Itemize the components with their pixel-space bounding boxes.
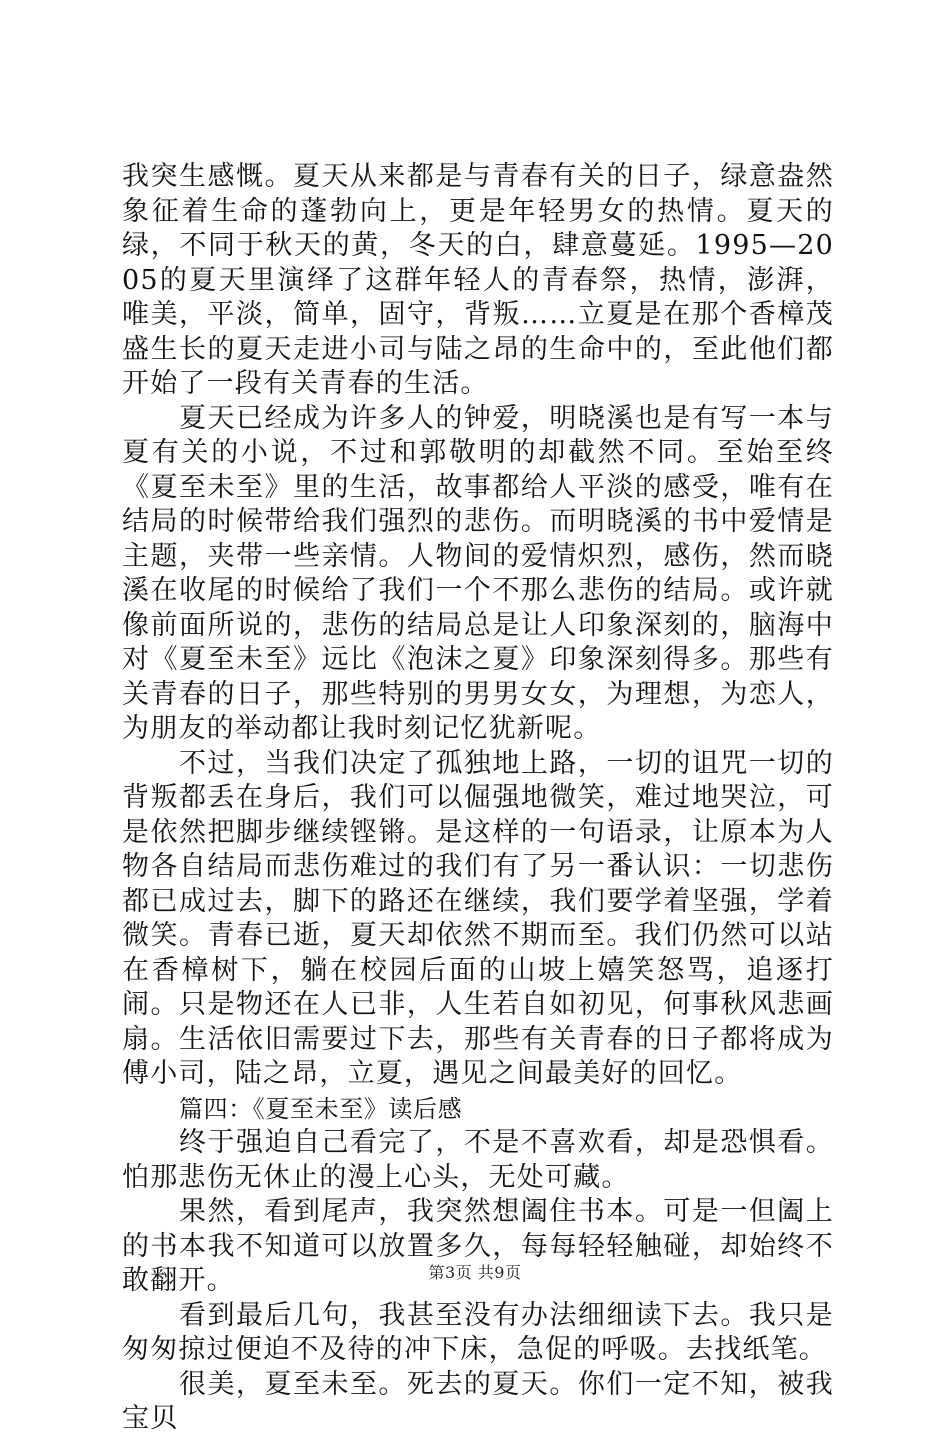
paragraph-6: 看到最后几句，我甚至没有办法细细读下去。我只是匆匆掠过便迫不及待的冲下床，急促的呼吸。去找纸笔。 bbox=[122, 1299, 834, 1365]
document-body bbox=[122, 160, 834, 1437]
paragraph-4: 终于强迫自己看完了，不是不喜欢看，却是恐惧看。怕那悲伤无休止的漫上心头，无处可藏。 bbox=[122, 1127, 834, 1193]
section-heading: 篇四：《夏至未至》读后感 bbox=[179, 1094, 463, 1123]
paragraph-5: 果然，看到尾声，我突然想阖住书本。可是一但阖上的书本我不知道可以放置多久，每每轻轻触碰，却始终不敢翻开。 bbox=[122, 1196, 834, 1296]
paragraph-7: 很美，夏至未至。死去的夏天。你们一定不知，被我宝贝 bbox=[122, 1368, 834, 1434]
paragraph-2: 夏天已经成为许多人的钟爱，明晓溪也是有写一本与夏有关的小说，不过和郭敬明的却截然不同。至始至终《夏至未至》里的生活，故事都给人平淡的感受，唯有在结局的时候带给我们强烈的悲伤。而明晓溪的书中爱情是主题，夹带一些亲情。人物间的爱情炽烈，感伤，然而晓溪在收尾的时候给了我们一个不那么悲伤的结局。或许就像前面所说的，悲伤的结局总是让人印象深刻的，脑海中对《夏至未至》远比《泡沫之夏》印象深刻得多。那些有关青春的日子，那些特别的男男女女，为理想，为恋人，为朋友的举动都让我时刻记忆犹新呢。 bbox=[122, 402, 834, 744]
page-footer: 第3页 共9页 bbox=[428, 1263, 522, 1282]
paragraph-1: 我突生感慨。夏天从来都是与青春有关的日子，绿意盎然象征着生命的蓬勃向上，更是年轻男女的热情。夏天的绿，不同于秋天的黄，冬天的白，肆意蔓延。1995—2005的夏天里演绎了这群年轻人的青春祭，热情，澎湃，唯美，平淡，简单，固守，背叛……立夏是在那个香樟茂盛生长的夏天走进小司与陆之昂的生命中的，至此他们都开始了一段有关青春的生活。 bbox=[122, 161, 834, 399]
paragraph-3: 不过，当我们决定了孤独地上路，一切的诅咒一切的背叛都丢在身后，我们可以倔强地微笑，难过地哭泣，可是依然把脚步继续铿锵。是这样的一句语录，让原本为人物各自结局而悲伤难过的我们有了另一番认识：一切悲伤都已成过去，脚下的路还在继续，我们要学着坚强，学着微笑。青春已逝，夏天却依然不期而至。我们仍然可以站在香樟树下，躺在校园后面的山坡上嬉笑怒骂，追逐打闹。只是物还在人已非，人生若自如初见，何事秋风悲画扇。生活依旧需要过下去，那些有关青春的日子都将成为傅小司，陆之昂，立夏，遇见之间最美好的回忆。 bbox=[122, 747, 834, 1089]
